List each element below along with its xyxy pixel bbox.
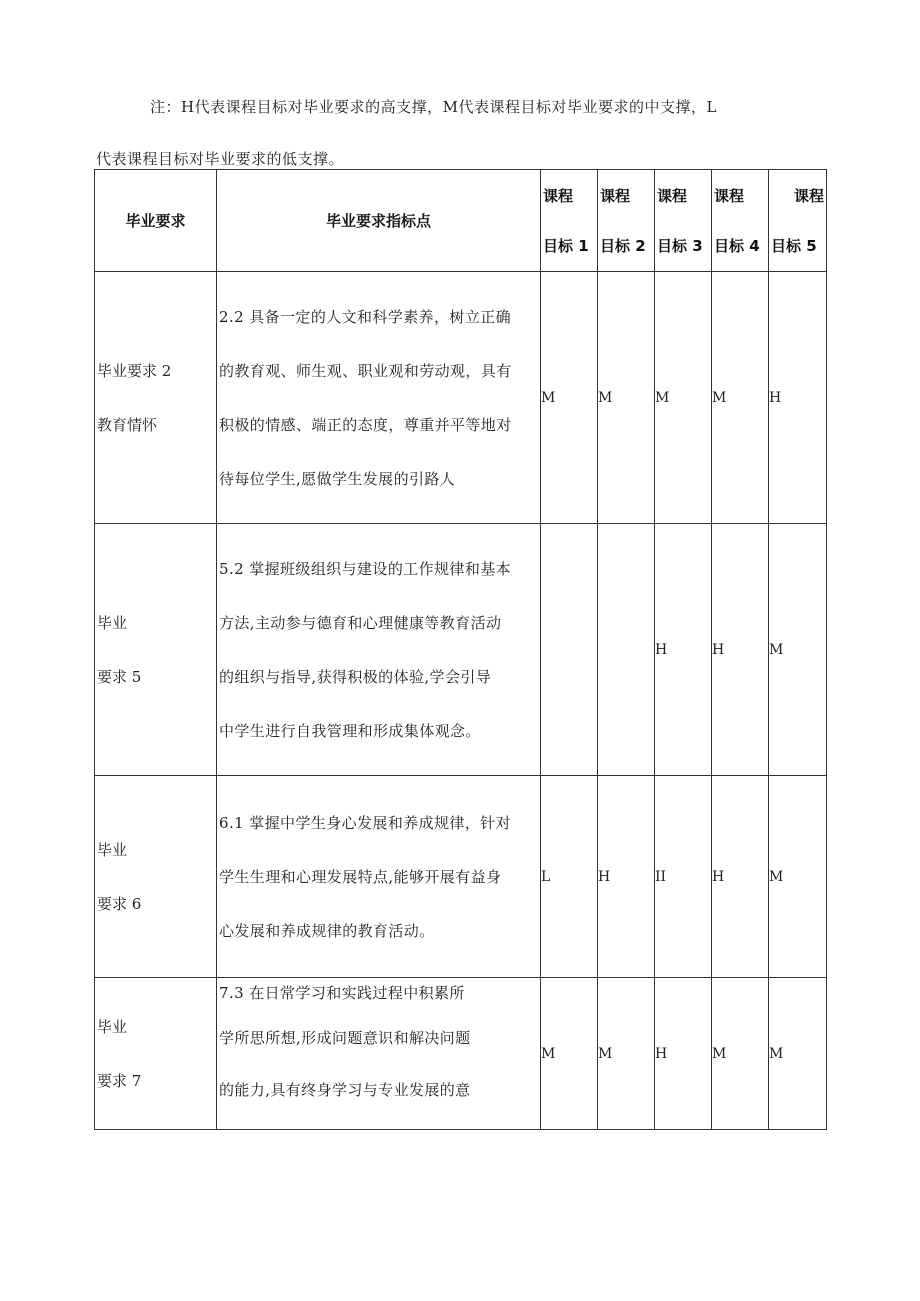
header-indicator: 毕业要求指标点	[217, 170, 541, 272]
requirement-line: 毕业	[97, 613, 128, 632]
support-level-cell: H	[655, 524, 712, 776]
support-level-cell: L	[541, 776, 598, 978]
indicator-line: 学所思所想,形成问题意识和解决问题	[219, 1029, 471, 1047]
table-row	[95, 776, 827, 978]
header-goal-3	[655, 170, 712, 272]
requirement-cell	[95, 978, 217, 1130]
header-goal-2-line1: 课程	[600, 186, 631, 205]
indicator-line: 2.2 具备一定的人文和科学素养，树立正确	[219, 307, 512, 326]
note-line-2: 代表课程目标对毕业要求的低支撑。	[96, 150, 345, 168]
header-goal-5	[769, 170, 827, 272]
header-goal-2-line2: 目标 2	[600, 236, 646, 255]
indicator-cell	[217, 776, 541, 978]
indicator-line: 7.3 在日常学习和实践过程中积累所	[219, 984, 465, 1002]
indicator-line: 6.1 掌握中学生身心发展和养成规律，针对	[219, 813, 512, 832]
indicator-cell	[217, 272, 541, 524]
support-level-cell: M	[712, 978, 769, 1130]
support-level-cell: M	[598, 978, 655, 1130]
header-goal-3-line1: 课程	[657, 186, 688, 205]
header-goal-4-line1: 课程	[714, 186, 745, 205]
header-goal-5-line2: 目标 5	[771, 236, 817, 255]
indicator-line: 的教育观、师生观、职业观和劳动观，具有	[219, 361, 512, 380]
indicator-line: 5.2 掌握班级组织与建设的工作规律和基本	[219, 559, 512, 578]
support-level-cell: M	[655, 272, 712, 524]
requirement-line: 要求 5	[97, 667, 142, 686]
requirement-cell	[95, 272, 217, 524]
indicator-line: 中学生进行自我管理和形成集体观念。	[219, 721, 481, 740]
header-goal-1	[541, 170, 598, 272]
header-goal-2	[598, 170, 655, 272]
requirement-line: 要求 6	[97, 894, 142, 913]
header-goal-4-line2: 目标 4	[714, 236, 760, 255]
requirement-line: 毕业要求 2	[97, 361, 172, 380]
requirement-line: 教育情怀	[97, 415, 158, 434]
support-level-cell: M	[598, 272, 655, 524]
indicator-line: 方法,主动参与德育和心理健康等教育活动	[219, 613, 502, 632]
header-row	[95, 170, 827, 272]
table-row	[95, 272, 827, 524]
support-level-cell: M	[769, 776, 827, 978]
support-level-cell: II	[655, 776, 712, 978]
support-level-cell: M	[541, 978, 598, 1130]
indicator-cell	[217, 978, 541, 1130]
indicator-line: 的组织与指导,获得积极的体验,学会引导	[219, 667, 492, 686]
indicator-cell	[217, 524, 541, 776]
support-level-cell	[541, 524, 598, 776]
indicator-line: 的能力,具有终身学习与专业发展的意	[219, 1081, 471, 1099]
requirement-line: 毕业	[97, 1017, 128, 1036]
indicator-line: 心发展和养成规律的教育活动。	[219, 921, 435, 940]
table-row	[95, 978, 827, 1130]
indicator-line: 积极的情感、端正的态度，尊重并平等地对	[219, 415, 512, 434]
header-goal-5-line1: 课程	[793, 186, 824, 205]
requirement-line: 要求 7	[97, 1071, 142, 1090]
support-level-cell	[598, 524, 655, 776]
indicator-line: 待每位学生,愿做学生发展的引路人	[219, 469, 456, 488]
requirement-cell	[95, 776, 217, 978]
table-row	[95, 524, 827, 776]
support-level-cell: M	[712, 272, 769, 524]
requirement-cell	[95, 524, 217, 776]
support-level-cell: H	[598, 776, 655, 978]
header-goal-1-line2: 目标 1	[543, 236, 589, 255]
header-requirement: 毕业要求	[95, 170, 217, 272]
indicator-line: 学生生理和心理发展特点,能够开展有益身	[219, 867, 502, 886]
support-level-cell: H	[769, 272, 827, 524]
requirements-table	[94, 169, 827, 1130]
support-level-cell: M	[541, 272, 598, 524]
header-goal-1-line1: 课程	[543, 186, 574, 205]
support-level-cell: H	[655, 978, 712, 1130]
support-level-cell: M	[769, 524, 827, 776]
support-level-cell: H	[712, 776, 769, 978]
support-level-cell: M	[769, 978, 827, 1130]
support-level-cell: H	[712, 524, 769, 776]
header-goal-4	[712, 170, 769, 272]
header-goal-3-line2: 目标 3	[657, 236, 703, 255]
requirement-line: 毕业	[97, 840, 128, 859]
note-line-1: 注：H代表课程目标对毕业要求的高支撑，M代表课程目标对毕业要求的中支撑，L	[150, 98, 717, 116]
